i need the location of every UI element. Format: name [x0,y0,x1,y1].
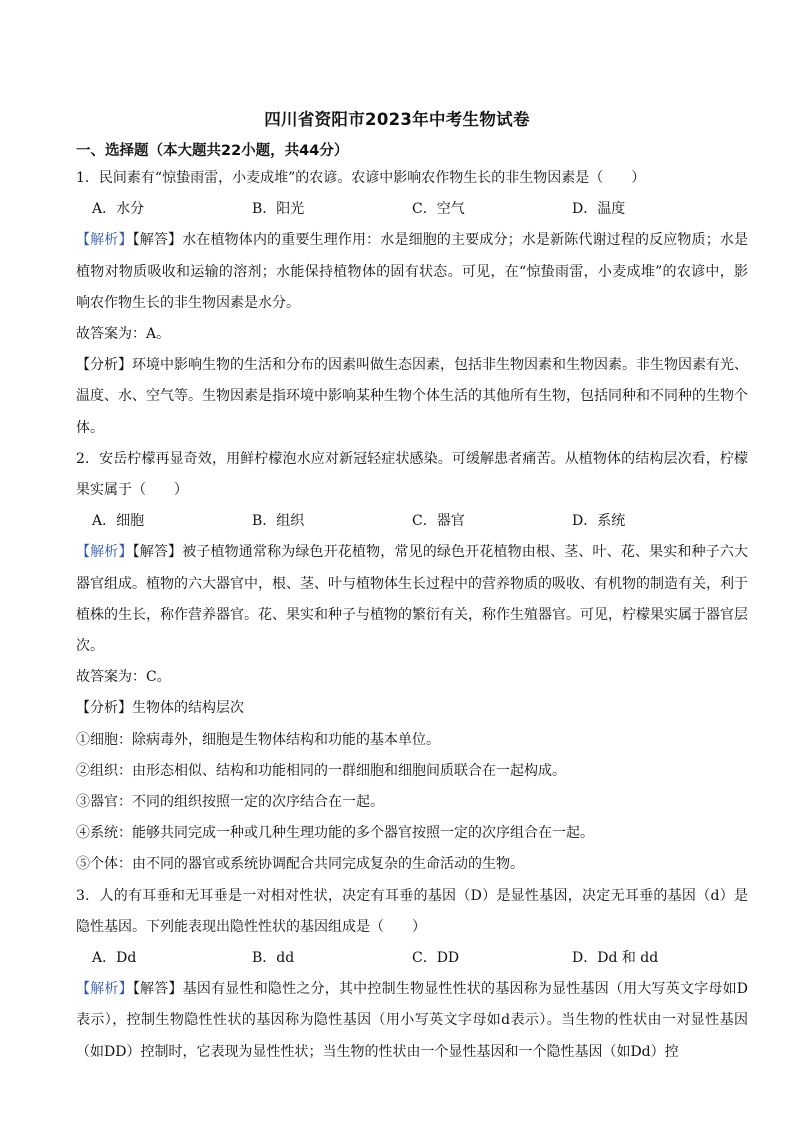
question-3-options [76,943,748,974]
analysis-item: ⑤个体：由不同的器官或系统协调配合共同完成复杂的生命活动的生物。 [76,856,524,873]
option: C．空气 [412,201,465,218]
question-2-analysis-title: 【分析】生物体的结构层次 [76,700,244,717]
explanation-badge: 【解析】 [76,981,133,998]
question-3-explanation [76,974,748,1068]
explanation-text: 【解答】水在植物体内的重要生理作用：水是细胞的主要成分；水是新陈代谢过程的反应物质；水是植物对物质吸收和运输的溶剂；水能保持植物体的固有状态。可见，在“惊蛰雨雷，小麦成堆”的农谚中，影响农作物生长的非生物因素是水分。 [76,232,749,311]
question-1-stem: 1．民间素有“惊蛰雨雷，小麦成堆”的农谚。农谚中影响农作物生长的非生物因素是（ ） [76,170,646,186]
option: D．温度 [572,201,626,218]
section-heading: 一、选择题（本大题共22小题，共44分） [76,143,349,159]
question-2-explanation [76,537,748,662]
question-2-stem: 2．安岳柠檬再显奇效，用鲜柠檬泡水应对新冠轻症状感染。可缓解患者痛苦。从植物体的结构层次看，柠檬果实属于（ ） [76,450,748,499]
document-body [76,163,748,1068]
option: D．Dd 和 dd [572,950,659,967]
option: B．dd [252,950,295,967]
page-title: 四川省资阳市2023年中考生物试卷 [264,110,530,129]
question-1-explanation [76,225,748,319]
option: A．细胞 [92,513,145,530]
option: D．系统 [572,513,626,530]
explanation-text: 【解答】被子植物通常称为绿色开花植物，常见的绿色开花植物由根、茎、叶、花、果实和种子六大器官组成。植物的六大器官中，根、茎、叶与植物体生长过程中的营养物质的吸收、有机物的制造有关，利于植株的生长，称作营养器官。花、果实和种子与植物的繁衍有关，称作生殖器官。可见，柠檬果实属于器官层次。 [76,544,749,655]
explanation-badge: 【解析】 [76,544,133,561]
analysis-item: ①细胞：除病毒外，细胞是生物体结构和功能的基本单位。 [76,731,440,748]
question-2-answer: 故答案为：C。 [76,669,171,686]
question-2-options [76,506,748,537]
option: A．水分 [92,201,145,218]
analysis-item: ②组织：由形态相似、结构和功能相同的一群细胞和细胞间质联合在一起构成。 [76,762,566,779]
question-3-stem: 3．人的有耳垂和无耳垂是一对相对性状，决定有耳垂的基因（D）是显性基因，决定无耳垂的基因（d）是隐性基因。下列能表现出隐性性状的基因组成是（ ） [76,887,748,935]
explanation-badge: 【解析】 [76,232,133,249]
analysis-item: ③器官：不同的组织按照一定的次序结合在一起。 [76,794,384,811]
option: A．Dd [92,950,137,967]
question-1-options [76,194,748,225]
option: C．器官 [412,513,465,530]
question-1-answer: 故答案为：A。 [76,326,171,343]
option: B．组织 [252,513,305,530]
analysis-item: ④系统：能够共同完成一种或几种生理功能的多个器官按照一定的次序组合在一起。 [76,825,594,842]
option: B．阳光 [252,201,305,218]
explanation-text: 【解答】基因有显性和隐性之分，其中控制生物显性性状的基因称为显性基因（用大写英文字母如D表示），控制生物隐性性状的基因称为隐性基因（用小写英文字母如d表示）。当生物的性状由一对显性基因（如DD）控制时，它表现为显性性状；当生物的性状由一个显性基因和一个隐性基因（如Dd）控 [76,981,749,1060]
option: C．DD [412,950,460,967]
question-1-analysis: 【分析】环境中影响生物的生活和分布的因素叫做生态因素，包括非生物因素和生物因素。非生物因素有光、温度、水、空气等。生物因素是指环境中影响某种生物个体生活的其他所有生物，包括同种和不同种的生物个体。 [76,357,748,436]
